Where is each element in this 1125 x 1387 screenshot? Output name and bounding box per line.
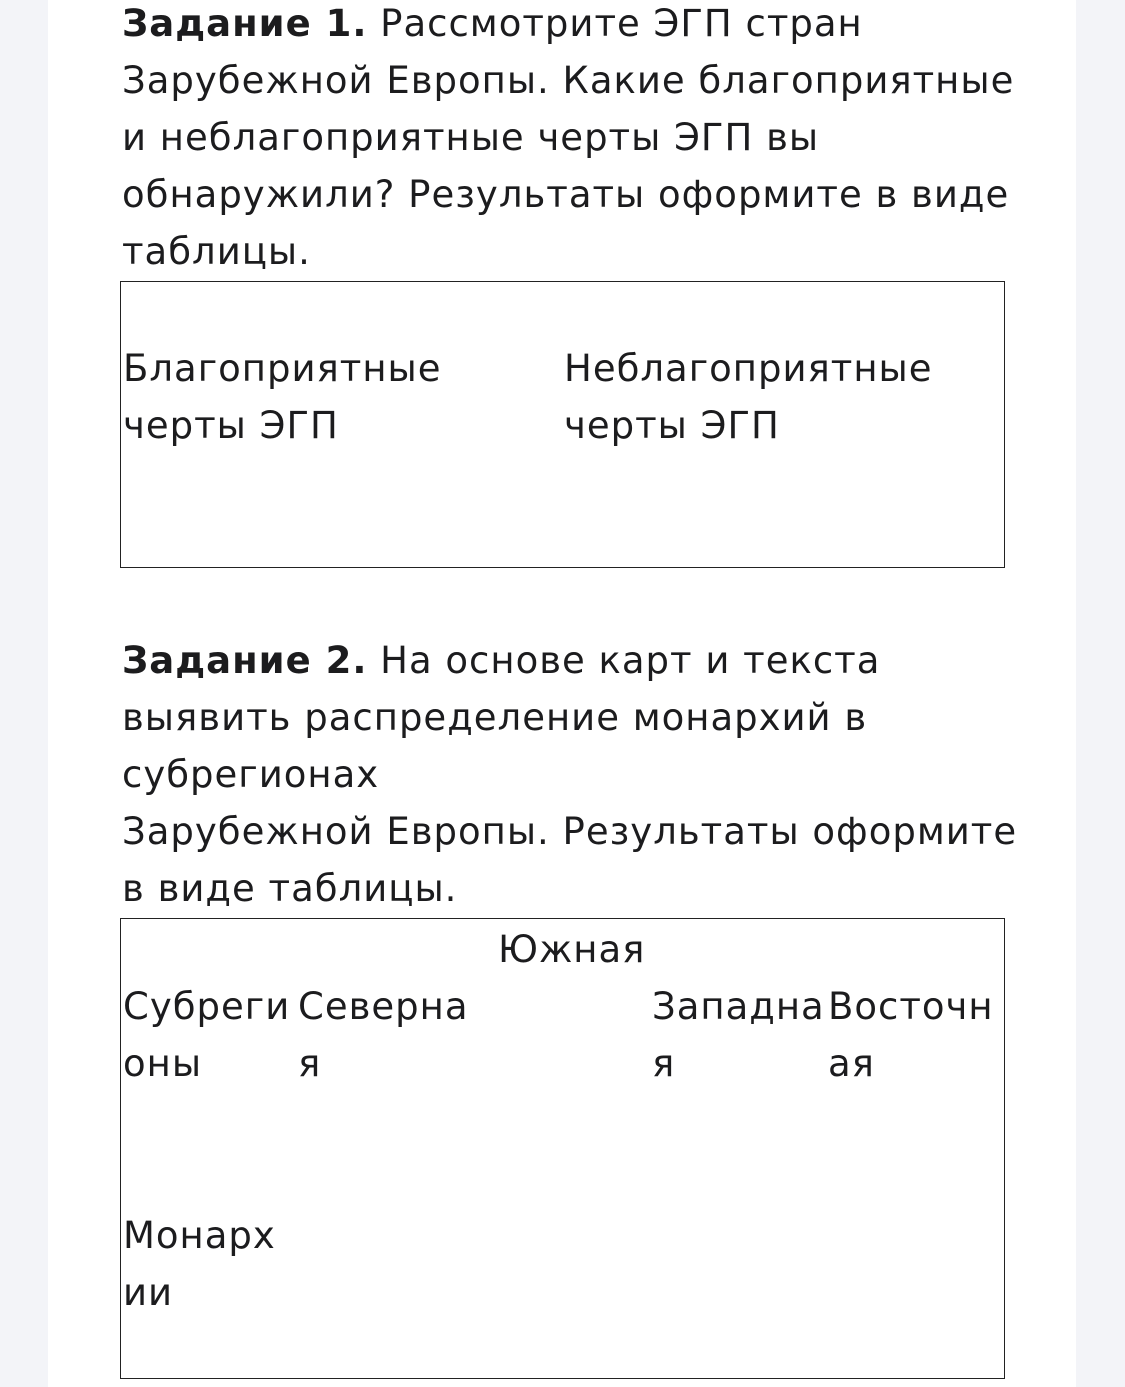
- task-2-line: выявить распределение монархий в: [122, 696, 868, 739]
- task-1-line: таблицы.: [122, 230, 311, 273]
- header-line: я: [652, 1042, 676, 1085]
- task-2-label: Задание 2.: [122, 639, 368, 682]
- features-table: [120, 281, 1005, 568]
- south-header: [498, 921, 645, 978]
- task-1-line: Рассмотрите ЭГП стран: [367, 2, 863, 45]
- favorable-features-header: [123, 340, 442, 454]
- header-line: Западна: [652, 985, 825, 1028]
- task-2-line: в виде таблицы.: [122, 867, 458, 910]
- monarchies-row-label: [123, 1207, 276, 1321]
- subregions-header: [123, 978, 290, 1092]
- task-1-line: и неблагоприятные черты ЭГП вы: [122, 116, 820, 159]
- header-line: черты ЭГП: [123, 404, 339, 447]
- task-1-line: Зарубежной Европы. Какие благоприятные: [122, 59, 1015, 102]
- header-line: Благоприятные: [123, 347, 442, 390]
- unfavorable-features-header: [564, 340, 933, 454]
- header-line: Южная: [498, 928, 646, 971]
- header-line: оны: [123, 1042, 203, 1085]
- task-2-line: субрегионах: [122, 753, 380, 796]
- monarchies-table: [120, 918, 1005, 1379]
- row-label-line: ии: [123, 1271, 174, 1314]
- header-line: Субреги: [123, 985, 291, 1028]
- east-header: [828, 978, 994, 1092]
- north-header: [298, 978, 469, 1092]
- west-header: [652, 978, 825, 1092]
- header-line: Северна: [298, 985, 469, 1028]
- document-page: [48, 0, 1076, 1387]
- header-line: я: [298, 1042, 322, 1085]
- row-label-line: Монарх: [123, 1214, 276, 1257]
- task-2-text: [122, 632, 1022, 917]
- task-1-line: обнаружили? Результаты оформите в виде: [122, 173, 1010, 216]
- task-2-line: На основе карт и текста: [367, 639, 881, 682]
- task-1-text: [122, 0, 1022, 280]
- task-2-line: Зарубежной Европы. Результаты оформите: [122, 810, 1018, 853]
- header-line: Восточн: [828, 985, 994, 1028]
- task-1-label: Задание 1.: [122, 2, 368, 45]
- header-line: Неблагоприятные: [564, 347, 933, 390]
- header-line: ая: [828, 1042, 875, 1085]
- header-line: черты ЭГП: [564, 404, 780, 447]
